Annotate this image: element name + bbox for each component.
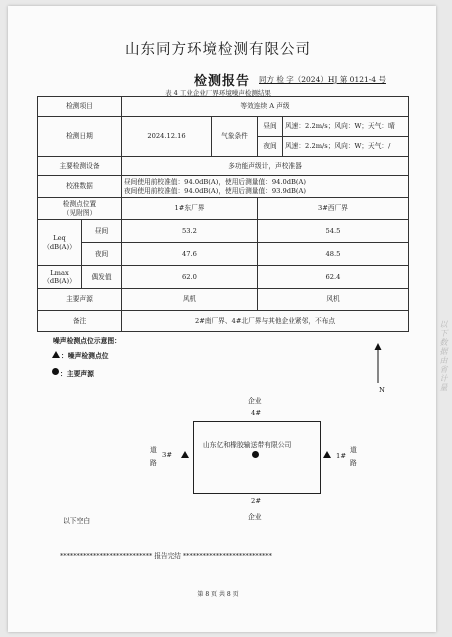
right-point-num: 1#: [336, 452, 347, 460]
remark-label: 备注: [38, 311, 122, 332]
remark-value: 2#南厂界、4#北厂界与其他企业紧邻，不布点: [122, 311, 409, 332]
noise-source-dot-icon: [252, 451, 259, 458]
day-label: 昼间: [258, 117, 283, 137]
point-1-marker-icon: [323, 451, 331, 458]
table-caption: 表 4 工业企业厂界环境噪声检测结果: [165, 89, 271, 97]
report-title: 检测报告: [194, 74, 251, 89]
day-weather: 风速：2.2m/s；风向：W；天气：晴: [283, 117, 409, 137]
page-number: 第 8 页 共 8 页: [197, 591, 239, 598]
margin-handwriting: 以下数据由省计量: [439, 320, 448, 392]
dot-legend-icon: [52, 368, 59, 375]
leq-day-label: 昼间: [82, 220, 122, 243]
calib-night: 夜间使用前校准值：94.0dB(A)，使用后测量值：93.9dB(A): [124, 186, 306, 195]
equipment-value: 多功能声级计，声校准器: [122, 157, 409, 176]
source-label: 主要声源: [38, 289, 122, 311]
leq-night-point1: 47.6: [122, 243, 258, 266]
leq-night-point3: 48.5: [258, 243, 409, 266]
equipment-label: 主要检测设备: [38, 157, 122, 176]
report-number: 同方 检 字（2024）HJ 第 0121-4 号: [259, 75, 386, 84]
triangle-legend-icon: [52, 351, 60, 358]
map-title: 噪声检测点位示意图：: [53, 337, 121, 345]
item-label: 检测项目: [38, 97, 122, 117]
night-label: 夜间: [258, 137, 283, 157]
leq-label: Leq （dB(A)）: [38, 220, 82, 266]
left-point-num: 3#: [162, 451, 173, 459]
calib-label: 校准数据: [38, 176, 122, 198]
leq-day-point3: 54.5: [258, 220, 409, 243]
calib-values: [122, 176, 409, 198]
report-end-line: **************************** 报告完结 ***************************: [60, 552, 272, 560]
map-top-num: 4#: [251, 409, 262, 417]
lmax-point3: 62.4: [258, 266, 409, 289]
noise-result-table: [37, 96, 409, 332]
map-top-label: 企业: [248, 397, 262, 405]
point-3-header: 3#西厂界: [258, 198, 409, 220]
map-bottom-num: 2#: [251, 497, 262, 505]
date-label: 检测日期: [38, 117, 122, 157]
legend-source-label: ：主要声源: [60, 370, 94, 378]
lmax-sub-label: 偶发值: [82, 266, 122, 289]
company-name: 山东同方环境检测有限公司: [125, 42, 311, 58]
item-value: 等效连续 A 声级: [122, 97, 409, 117]
right-road-2: 路: [350, 459, 357, 467]
point-1-header: 1#东厂界: [122, 198, 258, 220]
source-point1: 风机: [122, 289, 258, 311]
legend-point-label: ：噪声检测点位: [61, 352, 109, 360]
left-road-1: 道: [150, 446, 157, 454]
leq-day-point1: 53.2: [122, 220, 258, 243]
lmax-label: Lmax （dB(A)）: [38, 266, 82, 289]
north-label: N: [379, 386, 385, 394]
point-3-marker-icon: [181, 451, 189, 458]
north-arrow-icon: [372, 343, 384, 383]
leq-night-label: 夜间: [82, 243, 122, 266]
calib-day: 昼间使用前校准值：94.0dB(A)，使用后测量值：94.0dB(A): [124, 178, 306, 187]
map-bottom-label: 企业: [248, 513, 262, 521]
point-label: 检测点位置 （见附图）: [38, 198, 122, 220]
blank-note: 以下空白: [63, 517, 91, 525]
date-value: 2024.12.16: [122, 117, 212, 157]
left-road-2: 路: [150, 459, 157, 467]
factory-name: 山东亿和橡胶输送带有限公司: [203, 441, 292, 449]
right-road-1: 道: [350, 446, 357, 454]
source-point3: 风机: [258, 289, 409, 311]
weather-label: 气象条件: [212, 117, 258, 157]
lmax-point1: 62.0: [122, 266, 258, 289]
night-weather: 风速：2.2m/s；风向：W；天气：/: [283, 137, 409, 157]
